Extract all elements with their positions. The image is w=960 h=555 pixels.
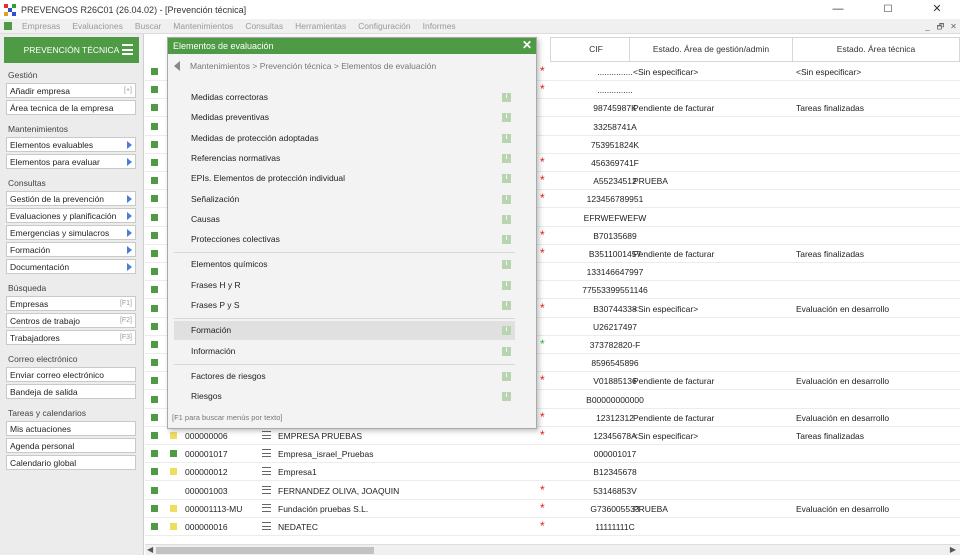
sidebar-item-label: Elementos para evaluar	[10, 156, 100, 167]
cif-cell: 12345678A	[593, 431, 637, 441]
table-row[interactable]	[145, 427, 960, 445]
shortcut-label: [F2]	[119, 317, 132, 324]
minimize-button[interactable]: —	[832, 3, 844, 15]
section-tareas: Tareas y calendarios	[8, 408, 86, 418]
popup-menu-item[interactable]	[174, 129, 515, 148]
required-asterisk-icon: *	[540, 373, 545, 388]
app-logo-icon	[4, 4, 16, 16]
menu-item-label: Protecciones colectivas	[191, 234, 280, 245]
row-flag-icon	[170, 505, 177, 512]
estado-gestion-cell: PRUEBA	[633, 176, 668, 187]
menu-item-label: Frases P y S	[191, 300, 240, 310]
company-code: 000001113-MU	[185, 503, 243, 514]
menu-separator	[174, 318, 515, 319]
menu-item-label: Causas	[191, 213, 220, 224]
scroll-right-icon[interactable]: ▶	[949, 545, 956, 554]
popup-header	[168, 38, 536, 54]
popup-menu-item[interactable]	[174, 276, 515, 295]
cif-cell: 11111111C	[595, 522, 635, 532]
menu-item-label: Medidas correctoras	[191, 92, 269, 102]
popup-menu-item[interactable]	[174, 321, 515, 340]
menu-buscar[interactable]: Buscar	[134, 21, 162, 31]
required-asterisk-icon: *	[540, 155, 545, 169]
info-icon[interactable]: i	[502, 235, 511, 244]
required-asterisk-icon: *	[540, 173, 545, 188]
sidebar-item-agenda-personal[interactable]	[6, 438, 136, 453]
estado-gestion-cell: Pendiente de facturar	[633, 412, 715, 423]
sidebar-item-bandeja-salida[interactable]	[6, 384, 136, 399]
popup-menu-item[interactable]	[174, 342, 515, 361]
info-icon[interactable]: i	[502, 134, 511, 143]
required-asterisk-icon: *	[540, 337, 545, 351]
sidebar-item-anadir-empresa[interactable]	[6, 83, 136, 98]
column-header-estado-tecnica[interactable]: Estado. Área técnica	[792, 37, 960, 62]
row-status-icon[interactable]	[151, 487, 158, 494]
sidebar-item-trabajadores[interactable]	[6, 330, 136, 345]
company-name: NEDATEC	[278, 522, 318, 532]
company-name: Empresa_israel_Pruebas	[278, 449, 374, 460]
popup-menu-item[interactable]	[174, 387, 515, 406]
company-name: Fundación pruebas S.L.	[278, 503, 369, 514]
required-asterisk-icon: *	[540, 428, 545, 442]
required-asterisk-icon: *	[540, 500, 545, 515]
maximize-button[interactable]: ☐	[883, 4, 893, 15]
cif-cell: B3511001457	[588, 249, 642, 259]
row-status-icon[interactable]	[151, 177, 158, 184]
row-status-icon[interactable]	[151, 68, 158, 75]
sidebar-item-enviar-correo[interactable]	[6, 367, 136, 382]
estado-tecnica-cell: Evaluación en desarrollo	[796, 376, 890, 387]
info-icon[interactable]: i	[502, 347, 511, 356]
info-icon[interactable]: i	[502, 260, 511, 269]
list-icon[interactable]	[262, 449, 271, 457]
section-consultas: Consultas	[8, 178, 46, 188]
section-mantenimientos: Mantenimientos	[8, 124, 69, 134]
horizontal-scrollbar[interactable]	[145, 544, 960, 555]
row-status-icon[interactable]	[151, 250, 158, 257]
estado-tecnica-cell: Tareas finalizadas	[796, 431, 865, 441]
cif-cell: U26217497	[593, 321, 637, 332]
sidebar-item-elementos-para-evaluar[interactable]	[6, 154, 136, 169]
info-icon[interactable]: i	[502, 281, 511, 290]
cif-cell: B12345678	[593, 467, 637, 478]
window-title: PREVENGOS R26C01 (26.04.02) - [Prevención técnica]	[21, 4, 247, 15]
info-icon[interactable]: i	[502, 195, 511, 204]
cif-cell: B00000000000	[586, 394, 644, 405]
sidebar-item-label: Elementos evaluables	[10, 139, 94, 150]
breadcrumb	[168, 54, 536, 78]
menu-item-label: EPIs. Elementos de protección individual	[191, 173, 346, 184]
arrow-right-icon	[127, 195, 132, 203]
arrow-right-icon	[127, 263, 132, 271]
required-asterisk-icon: *	[540, 82, 545, 97]
row-status-icon[interactable]	[151, 268, 158, 275]
hamburger-menu-icon[interactable]	[122, 44, 133, 55]
estado-tecnica-cell: <Sin especificar>	[796, 67, 862, 77]
row-status-icon[interactable]	[151, 359, 158, 366]
sidebar-item-area-tecnica[interactable]	[6, 100, 136, 115]
popup-close-icon[interactable]: ✕	[521, 38, 532, 52]
info-icon[interactable]: i	[502, 392, 511, 401]
info-icon[interactable]: i	[502, 215, 511, 224]
shortcut-label: [F1]	[119, 300, 132, 307]
title-bar	[0, 0, 960, 19]
cif-cell: 000001017	[593, 449, 637, 460]
cif-cell: A55234512	[593, 176, 637, 187]
company-code: 000001017	[185, 449, 228, 460]
table-row[interactable]	[145, 518, 960, 536]
popup-menu-item[interactable]	[174, 108, 515, 127]
company-code: 000000016	[185, 522, 228, 532]
row-flag-icon	[170, 450, 177, 457]
row-flag-icon	[170, 468, 177, 475]
arrow-right-icon	[127, 229, 132, 237]
sidebar-item-label: Calendario global	[10, 457, 77, 468]
estado-gestion-cell: Pendiente de facturar	[633, 376, 715, 387]
required-asterisk-icon: *	[540, 64, 545, 78]
row-status-icon[interactable]	[151, 414, 158, 421]
estado-gestion-cell: Pendiente de facturar	[633, 103, 715, 114]
cif-cell: 123456789951	[586, 194, 644, 205]
row-status-icon[interactable]	[151, 104, 158, 111]
sidebar-item-documentacion[interactable]	[6, 259, 136, 274]
estado-tecnica-cell: Tareas finalizadas	[796, 103, 865, 114]
cif-cell: 77553399551146	[582, 285, 648, 296]
estado-tecnica-cell: Evaluación en desarrollo	[796, 303, 890, 314]
row-status-icon[interactable]	[151, 141, 158, 148]
list-icon[interactable]	[262, 522, 271, 530]
cif-cell: 98745987K	[593, 103, 637, 114]
arrow-right-icon	[127, 141, 132, 149]
mdi-close-button[interactable]: ✕	[950, 22, 957, 31]
popup-menu-item[interactable]	[174, 230, 515, 249]
row-flag-icon	[170, 432, 177, 439]
estado-tecnica-cell: Evaluación en desarrollo	[796, 412, 890, 423]
sidebar	[0, 34, 144, 555]
row-status-icon[interactable]	[151, 159, 158, 166]
sidebar-item-label: Bandeja de salida	[10, 386, 78, 397]
sidebar-item-gestion-prevencion[interactable]	[6, 191, 136, 206]
table-row[interactable]	[145, 482, 960, 500]
close-window-button[interactable]: ✕	[932, 3, 942, 15]
breadcrumb-text: Mantenimientos > Prevención técnica > Elementos de evaluación	[190, 61, 437, 71]
sidebar-item-label: Trabajadores	[10, 332, 60, 343]
sidebar-item-label: Gestión de la prevención	[10, 193, 105, 204]
sidebar-item-label: Área tecnica de la empresa	[10, 102, 114, 113]
sidebar-item-emergencias[interactable]	[6, 225, 136, 240]
required-asterisk-icon: *	[540, 300, 545, 315]
list-icon[interactable]	[262, 467, 271, 475]
cif-cell: ...............	[597, 67, 633, 77]
popup-title: Elementos de evaluación	[173, 41, 274, 51]
app-menu-icon[interactable]	[4, 22, 12, 30]
sidebar-item-label: Agenda personal	[10, 440, 75, 451]
popup-menu-item[interactable]	[174, 210, 515, 229]
elementos-evaluacion-popup	[167, 37, 537, 429]
sidebar-item-elementos-evaluables[interactable]	[6, 137, 136, 152]
sidebar-item-label: Evaluaciones y planificación	[10, 210, 117, 221]
cif-cell: G736005533	[590, 503, 640, 514]
sidebar-item-label: Enviar correo electrónico	[10, 369, 105, 380]
menu-item-label: Medidas preventivas	[191, 112, 269, 123]
section-correo: Correo electrónico	[8, 354, 78, 364]
menu-item-label: Elementos químicos	[191, 259, 268, 270]
menu-item-label: Formación	[191, 325, 232, 336]
sidebar-item-label: Empresas	[10, 298, 49, 309]
estado-gestion-cell: <Sin especificar>	[633, 303, 699, 314]
row-status-icon[interactable]	[151, 195, 158, 202]
list-icon[interactable]	[262, 504, 271, 512]
company-name: FERNANDEZ OLIVA, JOAQUIN	[278, 485, 400, 496]
cif-cell: 53146853V	[593, 485, 637, 496]
mdi-minimize-button[interactable]: _	[925, 22, 930, 31]
required-asterisk-icon: *	[540, 227, 545, 242]
section-gestion: Gestión	[8, 70, 38, 80]
info-icon[interactable]: i	[502, 372, 511, 381]
scrollbar-thumb[interactable]	[156, 547, 374, 554]
estado-tecnica-cell: Evaluación en desarrollo	[796, 503, 890, 514]
back-arrow-icon[interactable]	[174, 61, 180, 71]
menu-bar	[0, 19, 960, 34]
row-status-icon[interactable]	[151, 468, 158, 475]
cif-cell: EFRWEFWEFW	[583, 212, 647, 223]
cif-cell: 753951824K	[590, 139, 640, 150]
row-status-icon[interactable]	[151, 123, 158, 130]
cif-cell: 373782820-F	[589, 340, 641, 350]
info-icon[interactable]: i	[502, 326, 511, 335]
row-status-icon[interactable]	[151, 505, 158, 512]
row-flag-icon	[170, 523, 177, 530]
arrow-right-icon	[127, 158, 132, 166]
menu-separator	[174, 252, 515, 253]
row-status-icon[interactable]	[151, 450, 158, 457]
shortcut-label: [F3]	[119, 334, 132, 341]
sidebar-item-label: Formación	[10, 244, 51, 255]
company-code: 000000006	[185, 431, 228, 441]
list-icon[interactable]	[262, 431, 271, 439]
row-status-icon[interactable]	[151, 523, 158, 530]
menu-separator	[174, 364, 515, 365]
sidebar-item-formacion[interactable]	[6, 242, 136, 257]
sidebar-item-centros-trabajo[interactable]	[6, 313, 136, 328]
company-code: 000000012	[185, 467, 228, 478]
sidebar-item-label: Centros de trabajo	[10, 315, 80, 326]
row-status-icon[interactable]	[151, 214, 158, 221]
row-status-icon[interactable]	[151, 323, 158, 330]
scroll-left-icon[interactable]: ◀	[147, 545, 154, 554]
menu-item-label: Factores de riesgos	[191, 370, 266, 381]
required-asterisk-icon: *	[540, 519, 545, 533]
popup-menu-item[interactable]	[174, 190, 515, 209]
list-icon[interactable]	[262, 486, 271, 494]
menu-evaluaciones[interactable]: Evaluaciones	[72, 21, 123, 31]
menu-herramientas[interactable]: Herramientas	[295, 21, 347, 31]
row-status-icon[interactable]	[151, 86, 158, 93]
cif-cell: 33258741A	[593, 121, 637, 132]
cif-cell: 133146647997	[586, 267, 644, 278]
sidebar-item-calendario-global[interactable]	[6, 455, 136, 470]
sidebar-title: PREVENCIÓN TÉCNICA	[23, 45, 120, 55]
cif-cell: B30744338	[593, 303, 637, 314]
menu-item-label: Referencias normativas	[191, 152, 281, 163]
info-icon[interactable]: i	[502, 301, 511, 310]
menu-item-label: Frases H y R	[191, 279, 241, 290]
menu-item-label: Riesgos	[191, 391, 222, 402]
menu-item-label: Información	[191, 345, 236, 356]
company-name: Empresa1	[278, 467, 317, 478]
row-status-icon[interactable]	[151, 432, 158, 439]
info-icon[interactable]: i	[502, 174, 511, 183]
info-icon[interactable]: i	[502, 93, 511, 102]
required-asterisk-icon: *	[540, 191, 545, 206]
popup-footer-hint: [F1 para buscar menús por texto]	[172, 413, 283, 422]
row-status-icon[interactable]	[151, 341, 158, 348]
menu-mantenimientos[interactable]: Mantenimientos	[173, 21, 234, 31]
menu-item-label: Medidas de protección adoptadas	[191, 132, 319, 143]
popup-menu-item[interactable]	[174, 296, 515, 315]
popup-menu-item[interactable]	[174, 88, 515, 107]
row-status-icon[interactable]	[151, 286, 158, 293]
row-status-icon[interactable]	[151, 232, 158, 239]
column-header-cif[interactable]: CIF	[550, 37, 642, 62]
sidebar-header	[4, 37, 139, 63]
company-name: EMPRESA PRUEBAS	[278, 431, 363, 441]
estado-gestion-cell: PRUEBA	[633, 503, 668, 514]
cif-cell: ...............	[597, 85, 633, 96]
info-icon[interactable]: i	[502, 113, 511, 122]
sidebar-item-mis-actuaciones[interactable]	[6, 421, 136, 436]
popup-menu-item[interactable]	[174, 169, 515, 188]
sidebar-item-label: Mis actuaciones	[10, 423, 71, 434]
section-busqueda: Búsqueda	[8, 283, 47, 293]
estado-gestion-cell: <Sin especificar>	[633, 67, 699, 77]
menu-consultas[interactable]: Consultas	[245, 21, 284, 31]
sidebar-item-empresas[interactable]	[6, 296, 136, 311]
required-asterisk-icon: *	[540, 482, 545, 497]
table-row[interactable]	[145, 500, 960, 518]
arrow-right-icon	[127, 246, 132, 254]
table-row[interactable]	[145, 445, 960, 463]
menu-item-label: Señalización	[191, 193, 240, 204]
estado-gestion-cell: <Sin especificar>	[633, 431, 699, 441]
shortcut-label: [+]	[124, 87, 132, 94]
sidebar-item-evaluaciones-planificacion[interactable]	[6, 208, 136, 223]
popup-menu-item[interactable]	[174, 255, 515, 274]
cif-cell: 8596545896	[591, 358, 639, 369]
menu-informes[interactable]: Informes	[422, 21, 456, 31]
info-icon[interactable]: i	[502, 154, 511, 163]
estado-tecnica-cell: Tareas finalizadas	[796, 249, 865, 259]
cif-cell: 12312312	[596, 412, 634, 423]
required-asterisk-icon: *	[540, 409, 545, 424]
row-status-icon[interactable]	[151, 396, 158, 403]
required-asterisk-icon: *	[540, 246, 545, 260]
cif-cell: 456369741F	[591, 158, 639, 168]
row-status-icon[interactable]	[151, 305, 158, 312]
cif-cell: B70135689	[593, 230, 637, 241]
popup-menu-item[interactable]	[174, 149, 515, 168]
column-header-estado-gestion[interactable]: Estado. Área de gestión/admin	[629, 37, 793, 62]
table-row[interactable]	[145, 463, 960, 481]
sidebar-item-label: Documentación	[10, 261, 70, 272]
sidebar-item-label: Añadir empresa	[10, 85, 71, 96]
sidebar-item-label: Emergencias y simulacros	[10, 227, 110, 238]
estado-gestion-cell: Pendiente de facturar	[633, 249, 715, 259]
menu-configuracion[interactable]: Configuración	[358, 21, 411, 31]
company-code: 000001003	[185, 485, 228, 496]
menu-empresas[interactable]: Empresas	[22, 21, 61, 31]
cif-cell: V01885136	[593, 376, 637, 387]
mdi-restore-button[interactable]: 🗗	[936, 22, 945, 31]
arrow-right-icon	[127, 212, 132, 220]
row-status-icon[interactable]	[151, 377, 158, 384]
popup-menu-item[interactable]	[174, 367, 515, 386]
